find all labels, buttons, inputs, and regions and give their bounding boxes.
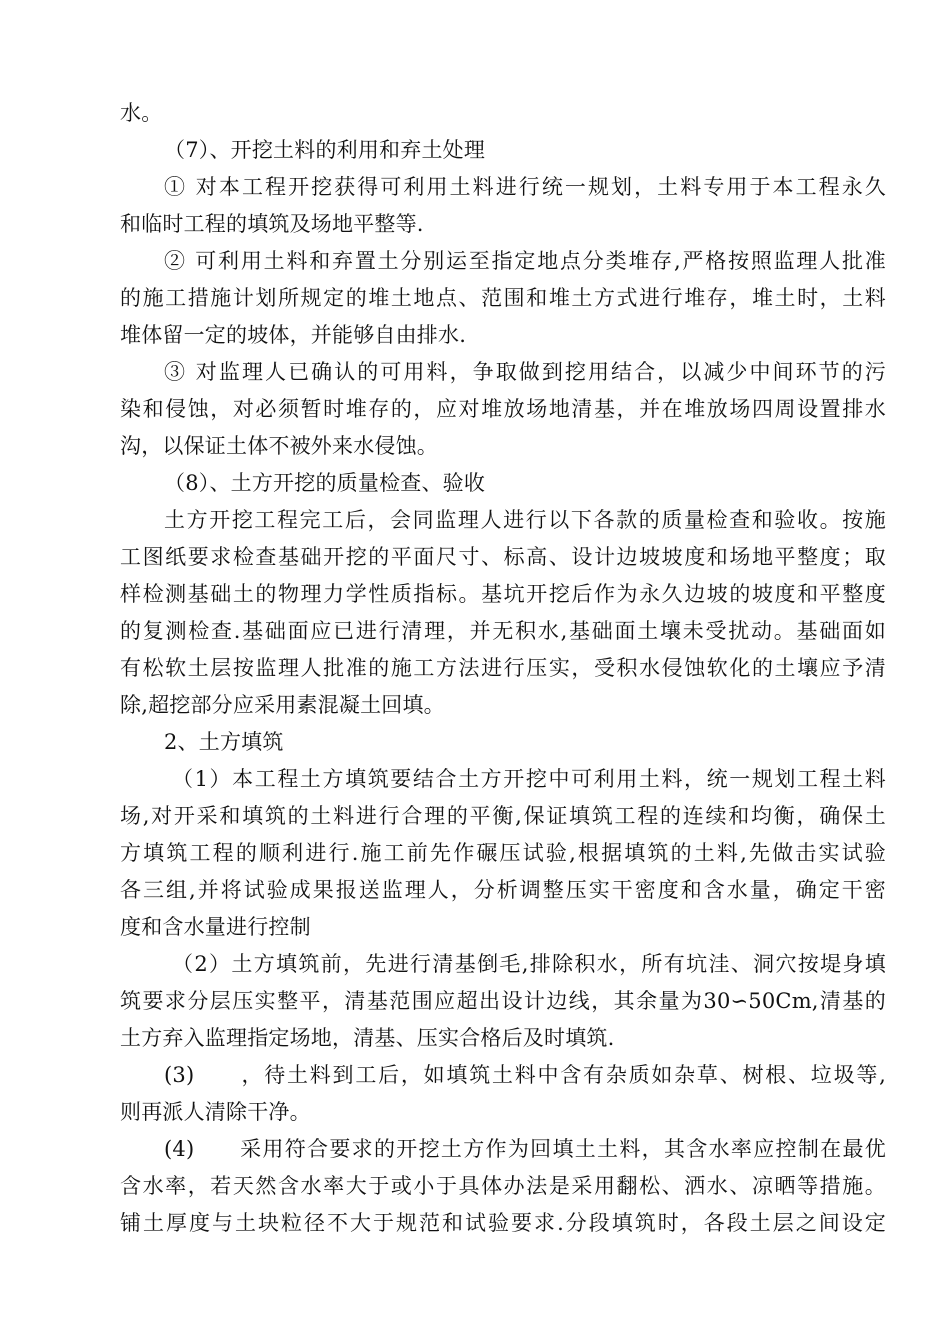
text-line-16: 有松软土层按监理人批准的施工方法进行压实，受积水侵蚀软化的土壤应予清 (120, 656, 886, 680)
text-line-4: 和临时工程的填筑及场地平整等. (120, 212, 424, 236)
text-line-7: 堆体留一定的坡体，并能够自由排水. (120, 323, 467, 347)
text-line-20: 场,对开采和填筑的土料进行合理的平衡,保证填筑工程的连续和均衡，确保土 (120, 804, 886, 828)
text-line-31: 铺土厚度与土块粒径不大于规范和试验要求.分段填筑时，各段土层之间设定 (120, 1211, 886, 1235)
text-line-9: 染和侵蚀，对必须暂时堆存的，应对堆放场地清基，并在堆放场四周设置排水 (120, 397, 886, 421)
text-line-1: 水。 (120, 101, 163, 125)
section-heading-7: （7）、开挖土料的利用和弃土处理 (164, 138, 486, 162)
text-line-12: 土方开挖工程完工后，会同监理人进行以下各款的质量检查和验收。按施 (164, 508, 886, 532)
section-heading-8: （8）、土方开挖的质量检查、验收 (164, 471, 486, 495)
text-line-15: 的复测检查.基础面应已进行清理，并无积水,基础面土壤未受扰动。基础面如 (120, 619, 886, 643)
text-line-10: 沟，以保证土体不被外来水侵蚀。 (120, 434, 438, 458)
text-line-13: 工图纸要求检查基础开挖的平面尺寸、标高、设计边坡坡度和场地平整度；取 (120, 545, 886, 569)
text-line-5: ② 可利用土料和弃置土分别运至指定地点分类堆存,严格按照监理人批准 (164, 249, 886, 273)
section-heading-2: 2、土方填筑 (164, 730, 284, 754)
text-line-22: 各三组,并将试验成果报送监理人，分析调整压实干密度和含水量，确定干密 (120, 878, 886, 902)
text-line-14: 样检测基础土的物理力学性质指标。基坑开挖后作为永久边坡的坡度和平整度 (120, 582, 886, 606)
text-line-3: ① 对本工程开挖获得可利用土料进行统一规划，土料专用于本工程永久 (164, 175, 886, 199)
text-line-21: 方填筑工程的顺利进行.施工前先作碾压试验,根据填筑的土料,先做击实试验 (120, 841, 886, 865)
text-line-25: 筑要求分层压实整平，清基范围应超出设计边线，其余量为30∽50Cm,清基的 (120, 989, 886, 1013)
text-line-30: 含水率，若天然含水率大于或小于具体办法是采用翻松、洒水、凉晒等措施。 (120, 1174, 886, 1198)
text-line-19: （1）本工程土方填筑要结合土方开挖中可利用土料，统一规划工程土料 (172, 767, 886, 791)
text-line-28: 则再派人清除干净。 (120, 1100, 311, 1124)
text-line-29: (4) 采用符合要求的开挖土方作为回填土土料，其含水率应控制在最优 (164, 1137, 886, 1161)
text-line-17: 除,超挖部分应采用素混凝土回填。 (120, 693, 445, 717)
text-line-6: 的施工措施计划所规定的堆土地点、范围和堆土方式进行堆存，堆土时，土料 (120, 286, 886, 310)
text-line-8: ③ 对监理人已确认的可用料，争取做到挖用结合，以减少中间环节的污 (164, 360, 886, 384)
text-line-27: (3) ，待土料到工后，如填筑土料中含有杂质如杂草、树根、垃圾等, (164, 1063, 886, 1087)
text-line-24: （2）土方填筑前，先进行清基倒毛,排除积水，所有坑洼、洞穴按堤身填 (172, 952, 886, 976)
text-line-26: 土方弃入监理指定场地，清基、压实合格后及时填筑. (120, 1026, 615, 1050)
text-line-23: 度和含水量进行控制 (120, 915, 311, 939)
